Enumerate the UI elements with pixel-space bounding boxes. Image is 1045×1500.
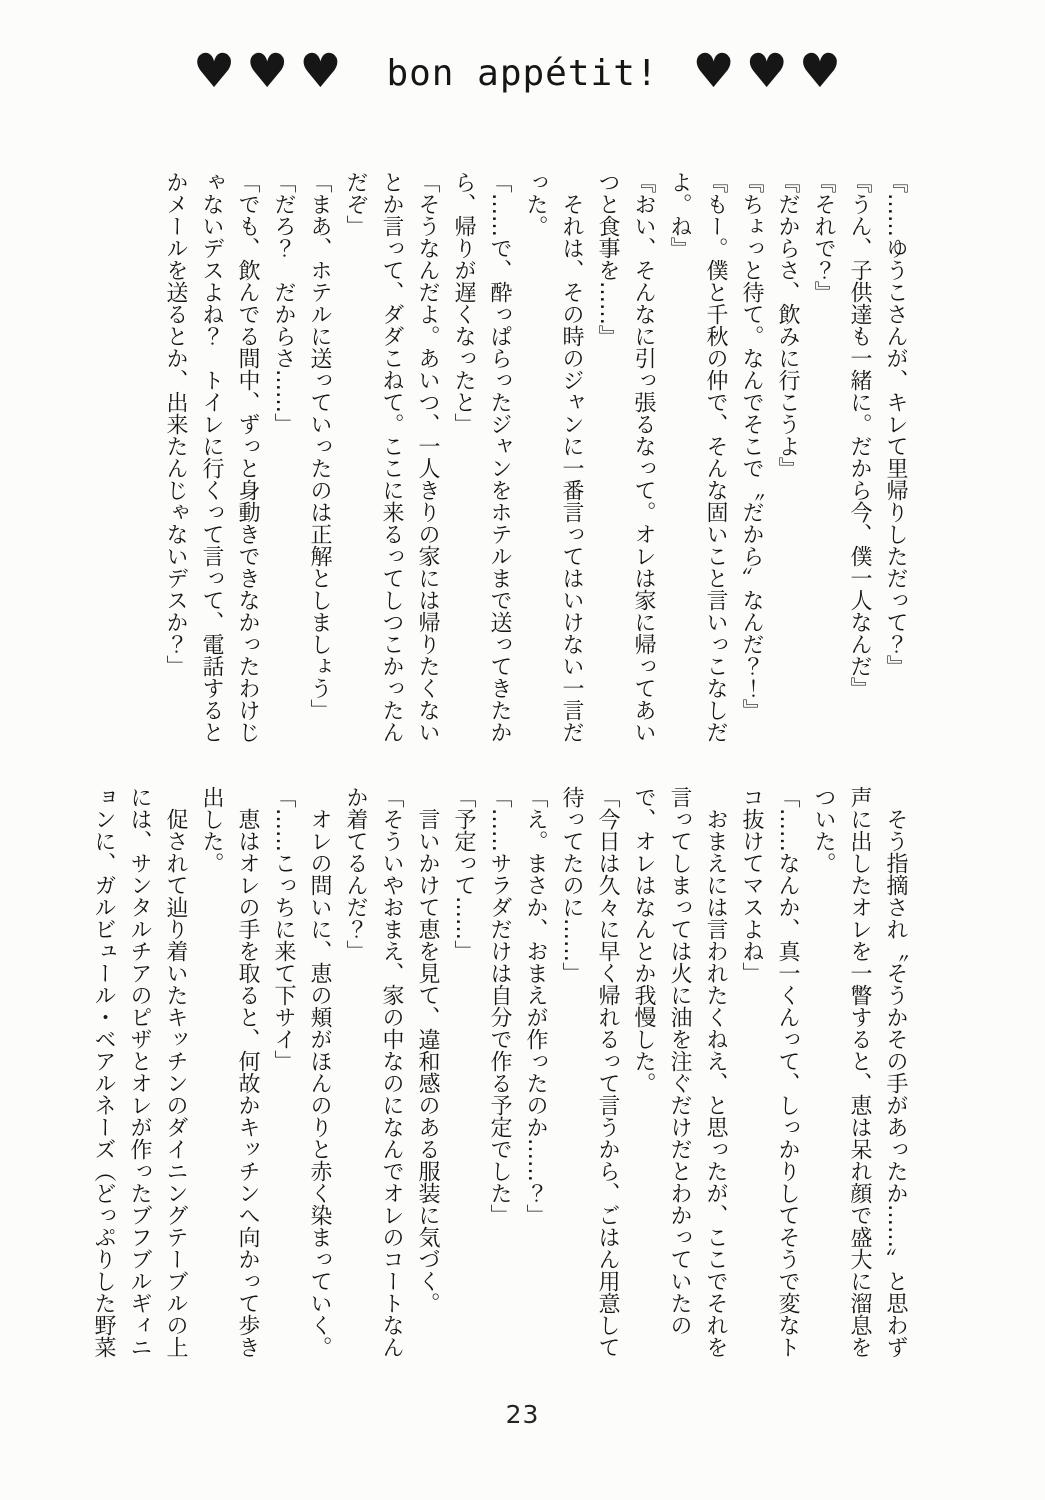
paragraph: 『だからさ、飲みに行こうよ』 (775, 171, 800, 479)
hearts-icon-right: ♥♥♥ (692, 44, 852, 99)
paragraph: 「今日は久々に早く帰れるって言うから、ごはん用意して待ってたのに……」 (559, 786, 620, 1358)
paragraph: 「そうなんだよ。あいつ、一人きりの家には帰りたくないとか言って、ダダこねて。ここに来るってしつこかったんだぞ」 (343, 171, 440, 743)
paragraph: 「……で、酔っぱらったジャンをホテルまで送ってきたから、帰りが遅くなったと」 (451, 171, 512, 743)
paragraph: 『ちょっと待て。なんでそこで〝だから〟なんだ？！』 (739, 171, 764, 721)
page-title: bon appétit! (386, 52, 659, 94)
paragraph: そう指摘され〝そうかその手があったか……〟と思わず声に出したオレを一瞥すると、恵は呆れ顔で盛大に溜息をついた。 (811, 786, 908, 1358)
paragraph: おまえには言われたくねえ、と思ったが、ここでそれを言ってしまっては火に油を注ぐだけだとわかっていたので、オレはなんとか我慢した。 (631, 786, 728, 1358)
dialogue-text-block-top (157, 171, 913, 749)
paragraph: 「そういやおまえ、家の中なのになんでオレのコートなんか着てるんだ？」 (343, 786, 404, 1358)
paragraph: 恵はオレの手を取ると、何故かキッチンへ向かって歩き出した。 (199, 786, 260, 1358)
paragraph: 『それで？』 (811, 171, 836, 303)
paragraph: 『うん、子供達も一緒に。だから今、僕一人なんだ』 (847, 171, 872, 699)
paragraph: 「え。まさか、おまえが作ったのか……？」 (523, 786, 548, 1226)
page-number: 23 (505, 1400, 540, 1429)
paragraph: 「だろ？ だからさ……」 (271, 171, 296, 435)
paragraph: オレの問いに、恵の頬がほんのりと赤く染まっていく。 (307, 808, 332, 1358)
narrative-text-block-bottom (85, 786, 913, 1364)
hearts-icon-left: ♥♥♥ (193, 44, 353, 99)
paragraph: 「でも、飲んでる間中、ずっと身動きできなかったわけじゃないデスよね？ トイレに行くって言って、電話するとかメールを送るとか、出来たんじゃないデスか？」 (163, 171, 260, 743)
paragraph: 促されて辿り着いたキッチンのダイニングテーブルの上には、サンタルチアのピザとオレが作ったブフブルギィニョンに、ガルビュール・ベアルネーズ（どっぷりした野菜 (91, 786, 188, 1358)
paragraph: 「まあ、ホテルに送っていったのは正解としましょう」 (307, 171, 332, 721)
paragraph: 『おい、そんなに引っ張るなって。オレは家に帰ってあいつと食事を……』 (595, 171, 656, 743)
paragraph: 『もー。僕と千秋の仲で、そんな固いこと言いっこなしだよ。ね』 (667, 171, 728, 743)
paragraph: 『……ゆうこさんが、キレて里帰りしただって？』 (883, 171, 908, 677)
paragraph: 「予定って……」 (451, 786, 476, 962)
paragraph: 「……こっちに来て下サイ」 (271, 786, 296, 1072)
paragraph: それは、その時のジャンに一番言ってはいけない一言だった。 (523, 171, 584, 743)
paragraph: 言いかけて恵を見て、違和感のある服装に気づく。 (415, 808, 440, 1314)
page-header (0, 44, 1045, 99)
paragraph: 「……サラダだけは自分で作る予定でした」 (487, 786, 512, 1226)
paragraph: 「……なんか、真一くんって、しっかりしてそうで変なトコ抜けてマスよね」 (739, 786, 800, 1358)
